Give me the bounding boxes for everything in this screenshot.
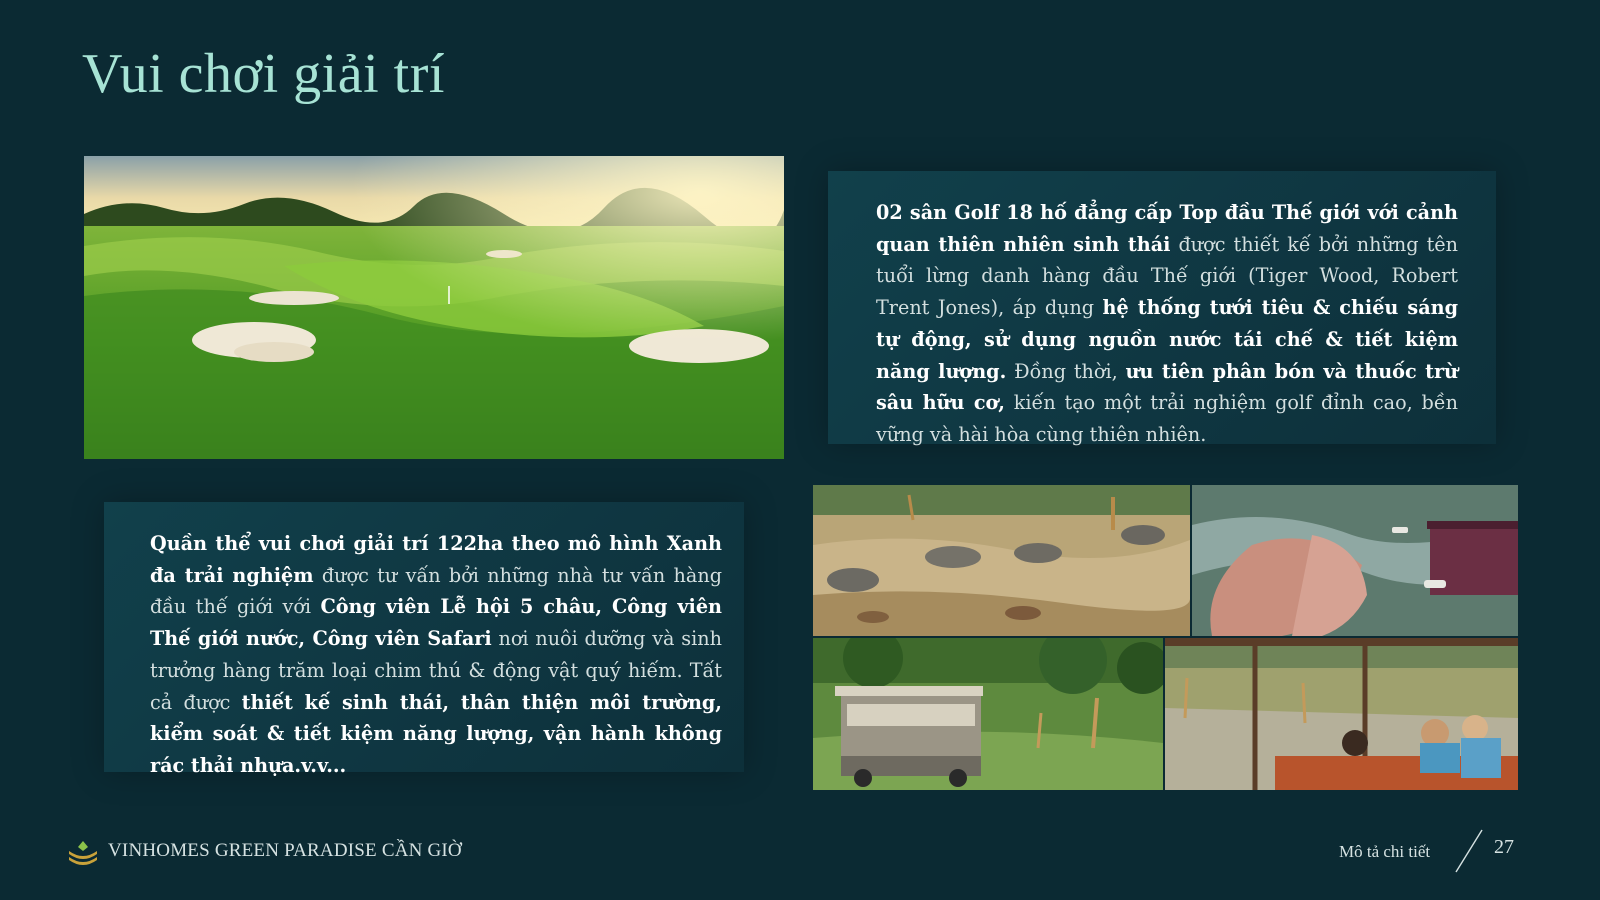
- golf-description-text: [876, 197, 1458, 451]
- golf-course-photo: [84, 156, 784, 459]
- park-description-panel: [104, 502, 744, 777]
- emphasis-text: Quần thể vui chơi giải trí 122ha theo mô hình Xanh đa trải nghiệm: [150, 532, 722, 587]
- safari-tram-photo: [813, 638, 1163, 790]
- divider-slash: [1452, 828, 1486, 874]
- body-text: nơi nuôi dưỡng và sinh trưởng hàng trăm loại chim thú & động vật quý hiếm. Tất cả được: [150, 627, 722, 714]
- emphasis-text: ưu tiên phân bón và thuốc trừ sâu hữu cơ,: [876, 359, 1458, 415]
- emphasis-text: 02 sân Golf 18 hố đẳng cấp Top đầu Thế giới với cảnh quan thiên nhiên sinh thái: [876, 201, 1458, 256]
- page-title: Vui chơi giải trí: [82, 43, 445, 105]
- waterpark-river-photo: [1192, 485, 1518, 636]
- safari-animals-photo: [813, 485, 1190, 636]
- emphasis-text: thiết kế sinh thái, thân thiện môi trường, kiểm soát & tiết kiệm năng lượng, vận hành không rác thải nhựa.v.v...: [150, 690, 722, 777]
- body-text: được tư vấn bởi những nhà tư vấn hàng đầu thế giới với: [150, 563, 722, 619]
- footer-section-label: Mô tả chi tiết: [1339, 842, 1431, 861]
- emphasis-text: hệ thống tưới tiêu & chiếu sáng tự động, sử dụng nguồn nước tái chế & tiết kiệm năng lượng.: [876, 296, 1458, 383]
- emphasis-text: Công viên Lễ hội 5 châu, Công viên Thế giới nước, Công viên Safari: [150, 595, 723, 651]
- park-description-text: [150, 528, 722, 782]
- park-photo-collage: [813, 485, 1518, 790]
- body-text: được thiết kế bởi những tên tuổi lừng danh hàng đầu Thế giới (Tiger Wood, Robert Trent Jones), áp dụng: [876, 232, 1459, 320]
- vinhomes-logo-icon: [66, 839, 100, 869]
- brand-name: VINHOMES GREEN PARADISE CẦN GIỜ: [108, 840, 462, 861]
- page-number: 27: [1494, 836, 1514, 858]
- golf-description-panel: [828, 171, 1496, 444]
- safari-giraffe-tour-photo: [1165, 638, 1518, 790]
- body-text: Đồng thời,: [1006, 359, 1126, 383]
- body-text: kiến tạo một trải nghiệm golf đỉnh cao, bền vững và hài hòa cùng thiên nhiên.: [876, 391, 1458, 446]
